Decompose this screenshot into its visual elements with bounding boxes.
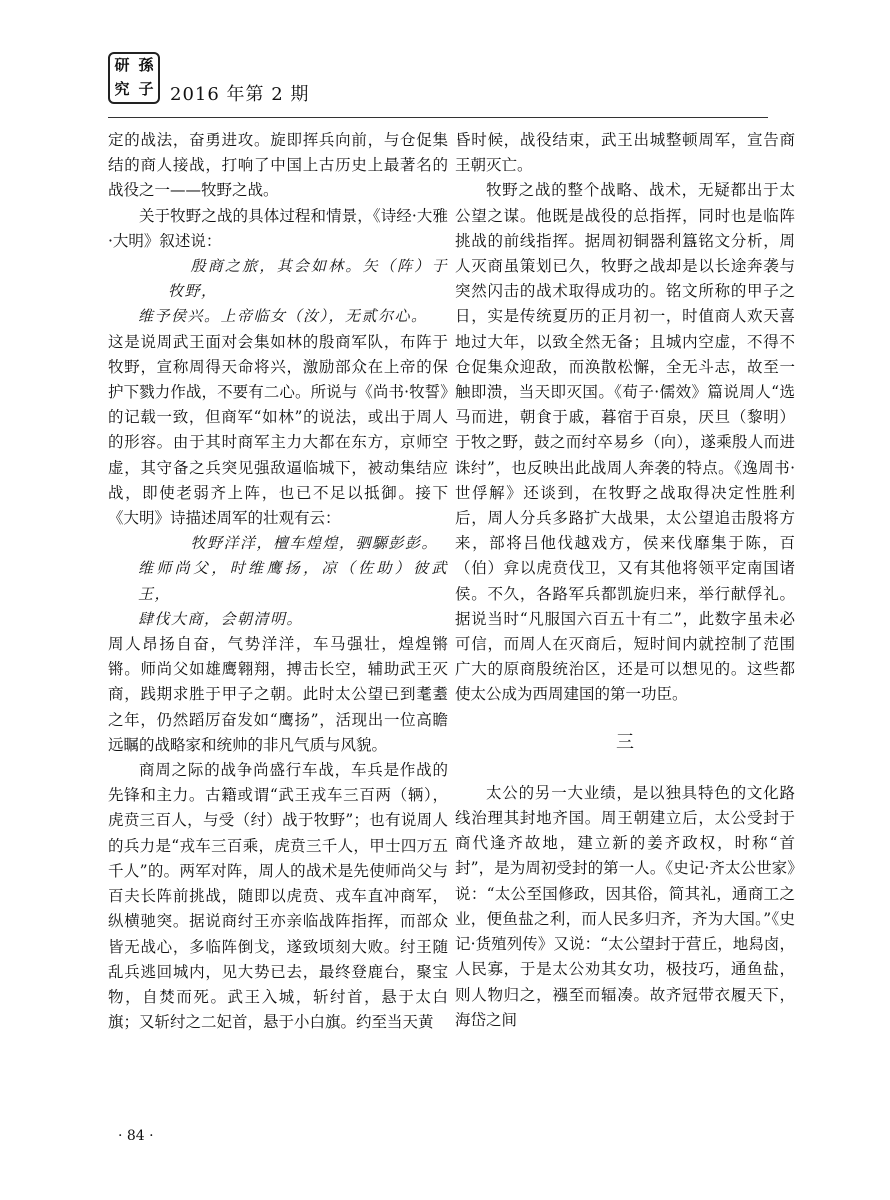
verse-line: 肆伐大商，会朝清明。 xyxy=(138,609,304,628)
paragraph: 这是说周武王面对会集如林的殷商军队，布阵于牧野，宣称周得天命将兴，激励部众在上帝的保护下戮力作战，不要有二心。所说与《尚书·牧誓》的记载一致，但商军“如林”的说法，或出于周人的形容。由于其时商军主力大都在东方，京师空虚，其守备之兵突见强敌逼临城下，被动集结应战，即使老弱齐上阵，也已不足以抵御。接下《大明》诗描述周军的壮观有云： xyxy=(108,332,448,528)
paragraph: 关于牧野之战的具体过程和情景，《诗经·大雅·大明》叙述说： xyxy=(108,206,448,250)
paragraph: 昏时候，战役结束，武王出城整顿周军，宣告商王朝灭亡。 xyxy=(455,131,795,175)
verse-line: 牧野洋洋，檀车煌煌，驷騵彭彭。 xyxy=(190,534,439,553)
logo-char: 子 xyxy=(138,80,154,98)
paragraph: 太公的另一大业绩，是以独具特色的文化路线治理其封地齐国。周王朝建立后，太公受封于商代逢齐故地，建立新的姜齐政权，时称“首封”，是为周初受封的第一人。《史记·齐太公世家》说：“太公至国修政，因其俗，简其礼，通商工之业，便鱼盐之利，而人民多归齐，齐为大国。”《史记·货殖列传》又说：“太公望封于营丘，地舄卤，人民寡，于是太公劝其女功，极技巧，通鱼盐，则人物归之，襁至而辐凑。故齐冠带衣履天下，海岱之间 xyxy=(455,783,795,1029)
paragraph: 牧野之战的整个战略、战术，无疑都出于太公望之谋。他既是战役的总指挥，同时也是临阵挑战的前线指挥。据周初铜器利簋铭文分析，周人灭商虽策划已久，牧野之战却是以长途奔袭与突然闪击的战术取得成功的。铭文所称的甲子之日，实是传统夏历的正月初一，时值商人欢天喜地过大年，以致全然无备；且城内空虚，不得不仓促集众迎敌，而涣散松懈，全无斗志，故至一触即溃，当天即灭国。《荀子·儒效》篇说周人“选马而进，朝食于戚，暮宿于百泉，厌旦（黎明）于牧之野，鼓之而纣卒易乡（向），遂乘殷人而进诛纣”，也反映出此战周人奔袭的特点。《逸周书·世俘解》还谈到，在牧野之战取得决定性胜利后，周人分兵多路扩大战果，太公望追击殷将方来，部将吕他伐越戏方，侯来伐靡集于陈，百（伯）弇以虎贲伐卫，又有其他将领平定南国诸侯。不久，各路军兵都凯旋归来，举行献俘礼。据说当时“凡服国六百五十有二”，此数字虽未必可信，而周人在灭商后，短时间内就控制了范围广大的原商殷统治区，还是可以想见的。这些都使太公成为西周建国的第一功臣。 xyxy=(455,181,795,704)
page-header xyxy=(108,52,768,116)
journal-logo xyxy=(108,52,160,104)
page-number: · 84 · xyxy=(118,1128,154,1144)
paragraph: 定的战法，奋勇进攻。旋即挥兵向前，与仓促集结的商人接战，打响了中国上古历史上最著名的战役之一——牧野之战。 xyxy=(108,131,448,200)
paragraph: 商周之际的战争尚盛行车战，车兵是作战的先锋和主力。古籍或谓“武王戎车三百两（辆），虎贲三百人，与受（纣）战于牧野”；也有说周人的兵力是“戎车三百乘，虎贲三千人，甲士四万五千人”的。两军对阵，周人的战术是先使师尚父与百夫长阵前挑战，随即以虎贲、戎车直冲商军，纵横驰突。据说商纣王亦亲临战阵指挥，而部众皆无战心，多临阵倒戈，遂致顷刻大败。纣王随乱兵逃回城内，见大势已去，最终登鹿台，聚宝物，自焚而死。武王入城，斩纣首，悬于太白旗；又斩纣之二妃首，悬于小白旗。约至当天黄 xyxy=(108,761,448,1032)
right-column-part-a xyxy=(455,128,795,708)
right-column xyxy=(455,128,795,1033)
issue-label: 2016 年第 2 期 xyxy=(170,84,310,105)
section-number: 三 xyxy=(616,731,634,753)
verse-line: 维师尚父，时维鹰扬，凉（佐助）彼武王， xyxy=(138,559,448,603)
logo-char: 研 xyxy=(114,56,130,74)
header-divider xyxy=(108,117,768,118)
paragraph: 周人昂扬自奋，气势洋洋，车马强壮，煌煌锵锵。师尚父如雄鹰翱翔，搏击长空，辅助武王灭商，践期求胜于甲子之朝。此时太公望已到耄耋之年，仍然蹈厉奋发如“鹰扬”，活现出一位高瞻远瞩的战略家和统帅的非凡气质与风貌。 xyxy=(108,635,448,754)
logo-char: 孫 xyxy=(138,56,154,74)
verse-line: 殷商之旅，其会如林。矢（阵）于牧野， xyxy=(168,257,448,301)
verse-line: 维予侯兴。上帝临女（汝），无贰尔心。 xyxy=(138,307,428,326)
logo-char: 究 xyxy=(114,80,130,98)
left-column xyxy=(108,128,448,1035)
right-column-part-b xyxy=(455,781,795,1033)
